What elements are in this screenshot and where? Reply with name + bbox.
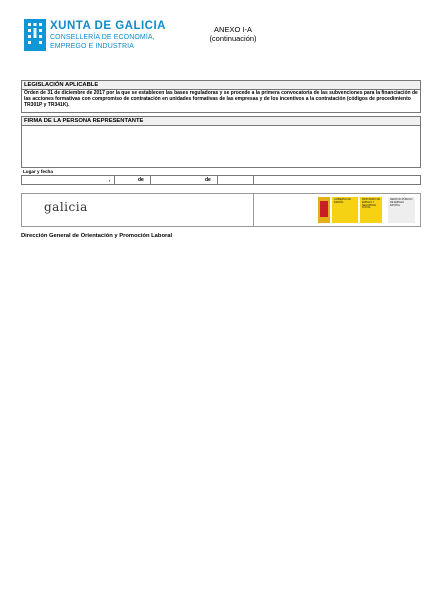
signature-title: FIRMA DE LA PERSONA REPRESENTANTE [22, 117, 420, 126]
legislation-body: Orden de 31 de diciembre de 2017 por la que se establecen las bases reguladoras y se procede a la primera convocatoria de las subvenciones para la financiación de las acciones formativas con compromiso de contratación en unidades formativas de las empresas y de los incentivos a la contratación (códigos de procedimiento TR301P y TR341K). [24, 90, 418, 109]
place-date-label: Lugar y fecha [23, 169, 53, 174]
legislation-title: LEGISLACIÓN APLICABLE [22, 81, 420, 90]
annex-subtitle: (continuación) [209, 33, 257, 43]
gobierno-text: GOBIERNO DE ESPAÑA [334, 198, 351, 204]
annex-heading [190, 26, 276, 43]
date-extra-cell [253, 176, 422, 184]
gobierno-logo [332, 197, 358, 223]
ministerio-logo [360, 197, 382, 223]
department-name [50, 34, 155, 51]
date-de-1: de [138, 177, 144, 183]
directorate-general: Dirección General de Orientación y Promoción Laboral [21, 233, 173, 239]
signature-section[interactable] [21, 116, 421, 168]
org-name: XUNTA DE GALICIA [50, 20, 166, 32]
galicia-logo: galicia [44, 200, 88, 214]
sepe-logo [388, 197, 415, 223]
xunta-logo-icon [24, 19, 46, 51]
legislation-section [21, 80, 421, 113]
place-date-row [21, 175, 421, 185]
government-logos [318, 196, 418, 224]
department-line-1: CONSELLERÍA DE ECONOMÍA, [50, 34, 155, 41]
date-comma: , [109, 177, 111, 183]
sepe-text: SERVICIO PÚBLICO DE EMPLEO ESTATAL [390, 198, 413, 207]
spain-shield-icon [318, 197, 330, 223]
day-field[interactable] [114, 176, 134, 184]
footer-divider [253, 194, 254, 226]
date-de-2: de [205, 177, 211, 183]
year-field[interactable] [217, 176, 253, 184]
department-line-2: EMPREGO E INDUSTRIA [50, 42, 134, 50]
annex-title: ANEXO I-A [214, 25, 252, 34]
ministerio-text: MINISTERIO DE EMPLEO Y SEGURIDAD SOCIAL [362, 198, 380, 210]
month-field[interactable] [150, 176, 204, 184]
place-field[interactable] [22, 176, 111, 184]
